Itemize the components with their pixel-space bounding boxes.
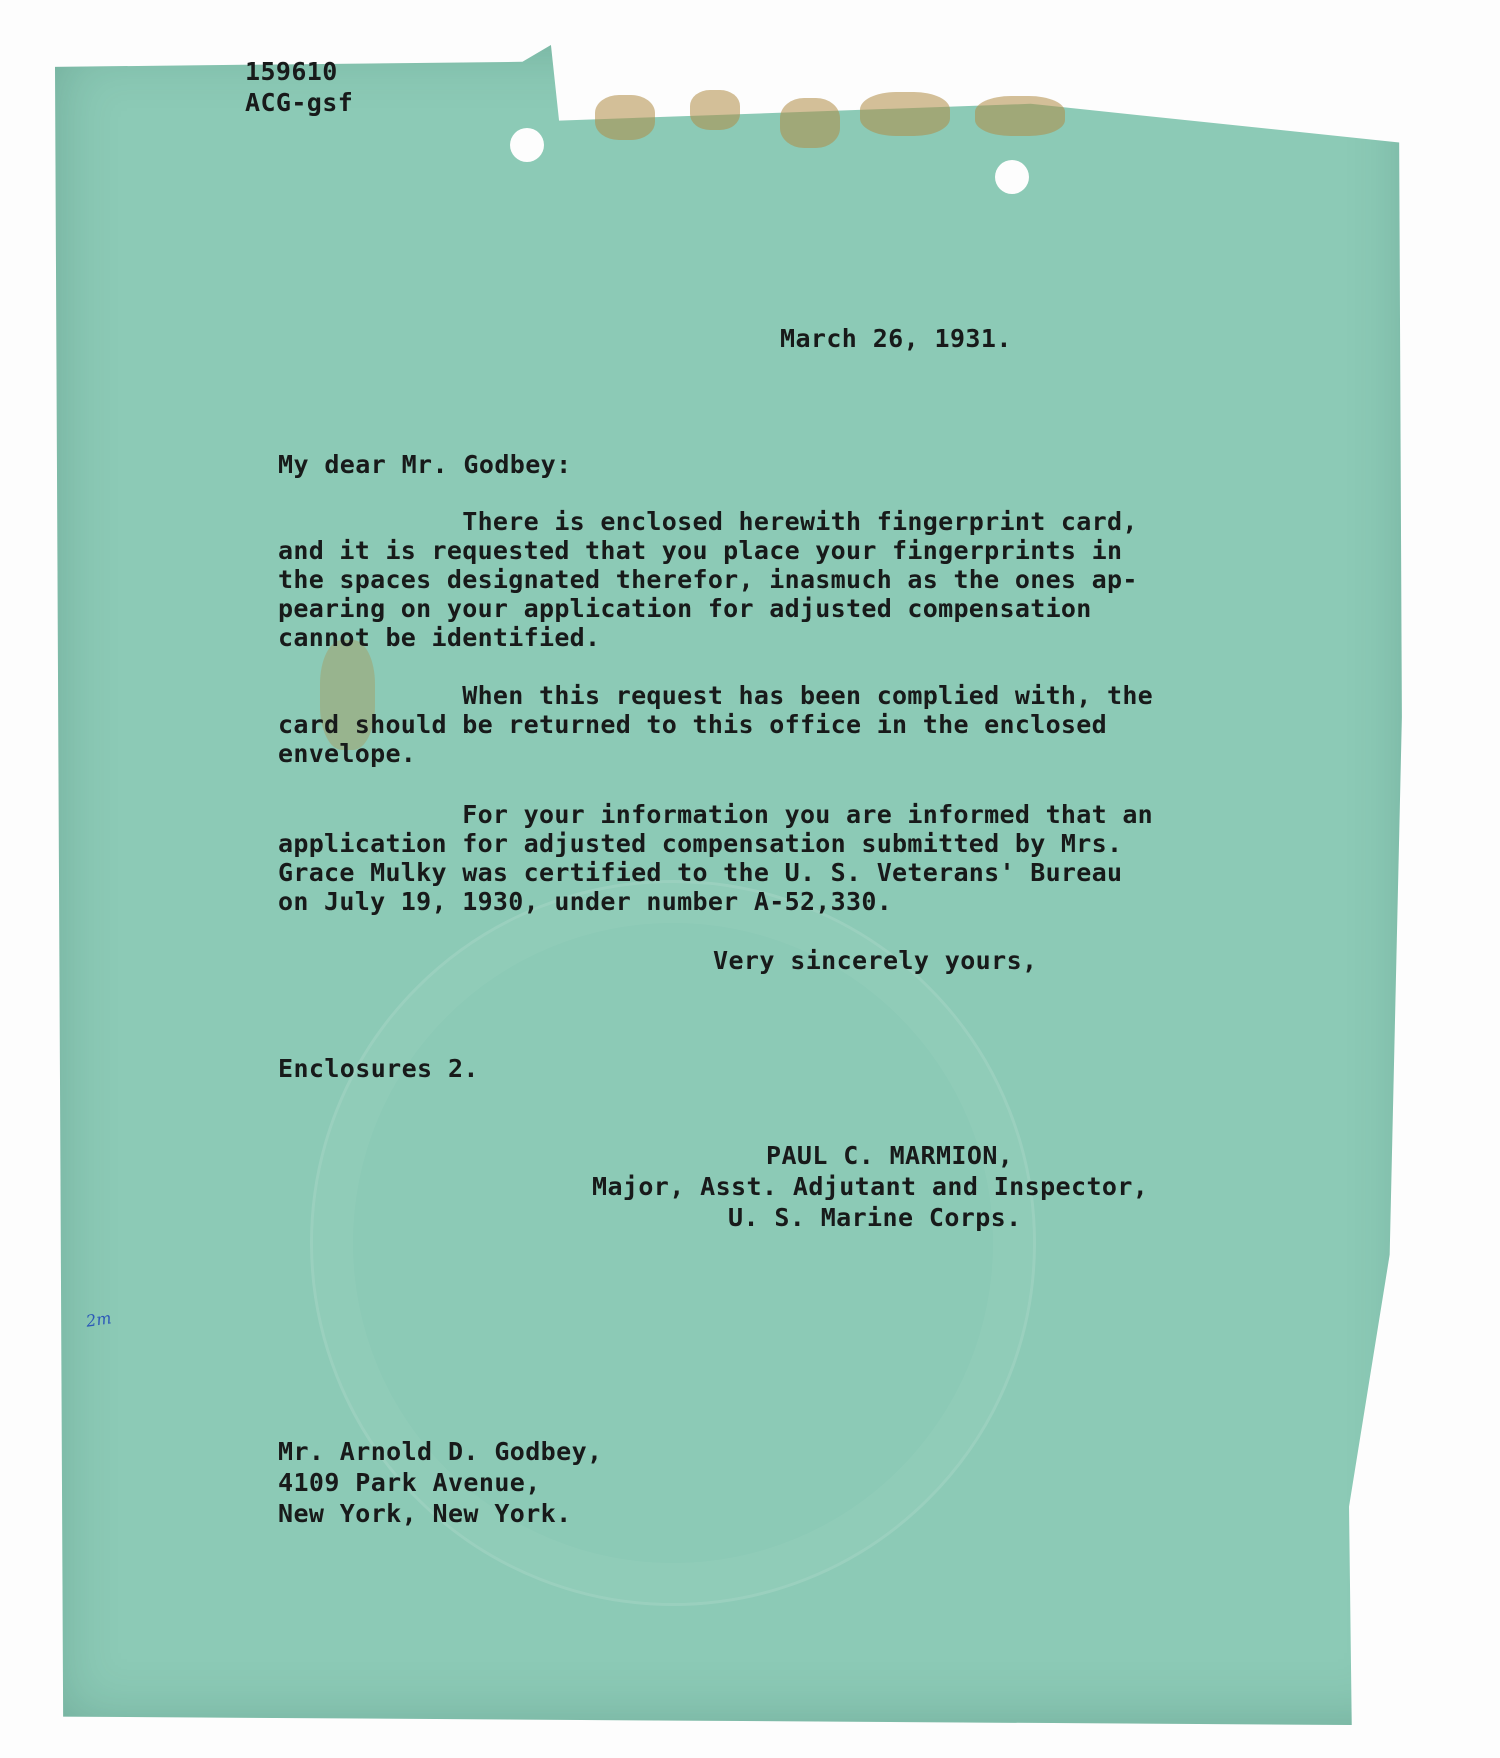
paragraph-1: There is enclosed herewith fingerprint card, and it is requested that you place your fingerprints in the spaces designated therefor, inasmuch as the ones ap- pearing on your application for adjusted compensation cannot be identified. <box>278 507 1138 652</box>
pencil-annotation: 2m <box>84 1308 113 1331</box>
paragraph-3: For your information you are informed that an application for adjusted compensation submitted by Mrs. Grace Mulky was certified to the U. S. Veterans' Bureau on July 19, 1930, under number A-52,330. <box>278 800 1154 916</box>
addressee-city: New York, New York. <box>278 1499 572 1528</box>
letter-date: March 26, 1931. <box>780 324 1012 353</box>
signature-title: Major, Asst. Adjutant and Inspector, <box>592 1172 1149 1201</box>
stain <box>690 90 740 130</box>
stain <box>975 96 1065 136</box>
signature-organization: U. S. Marine Corps. <box>728 1203 1022 1232</box>
paragraph-2: When this request has been complied with, the card should be returned to this office in the enclosed envelope. <box>278 681 1154 768</box>
stain <box>860 92 950 136</box>
stain <box>595 95 655 140</box>
stain <box>780 98 840 148</box>
file-number: 159610 <box>245 57 338 86</box>
watermark-seal <box>310 880 1036 1606</box>
addressee-name: Mr. Arnold D. Godbey, <box>278 1437 603 1466</box>
file-initials: ACG-gsf <box>245 88 354 117</box>
enclosures: Enclosures 2. <box>278 1054 479 1083</box>
closing: Very sincerely yours, <box>713 946 1038 975</box>
addressee-street: 4109 Park Avenue, <box>278 1468 541 1497</box>
punch-hole <box>510 128 544 162</box>
salutation: My dear Mr. Godbey: <box>278 450 572 479</box>
punch-hole <box>995 160 1029 194</box>
signature-name: PAUL C. MARMION, <box>766 1141 1014 1170</box>
